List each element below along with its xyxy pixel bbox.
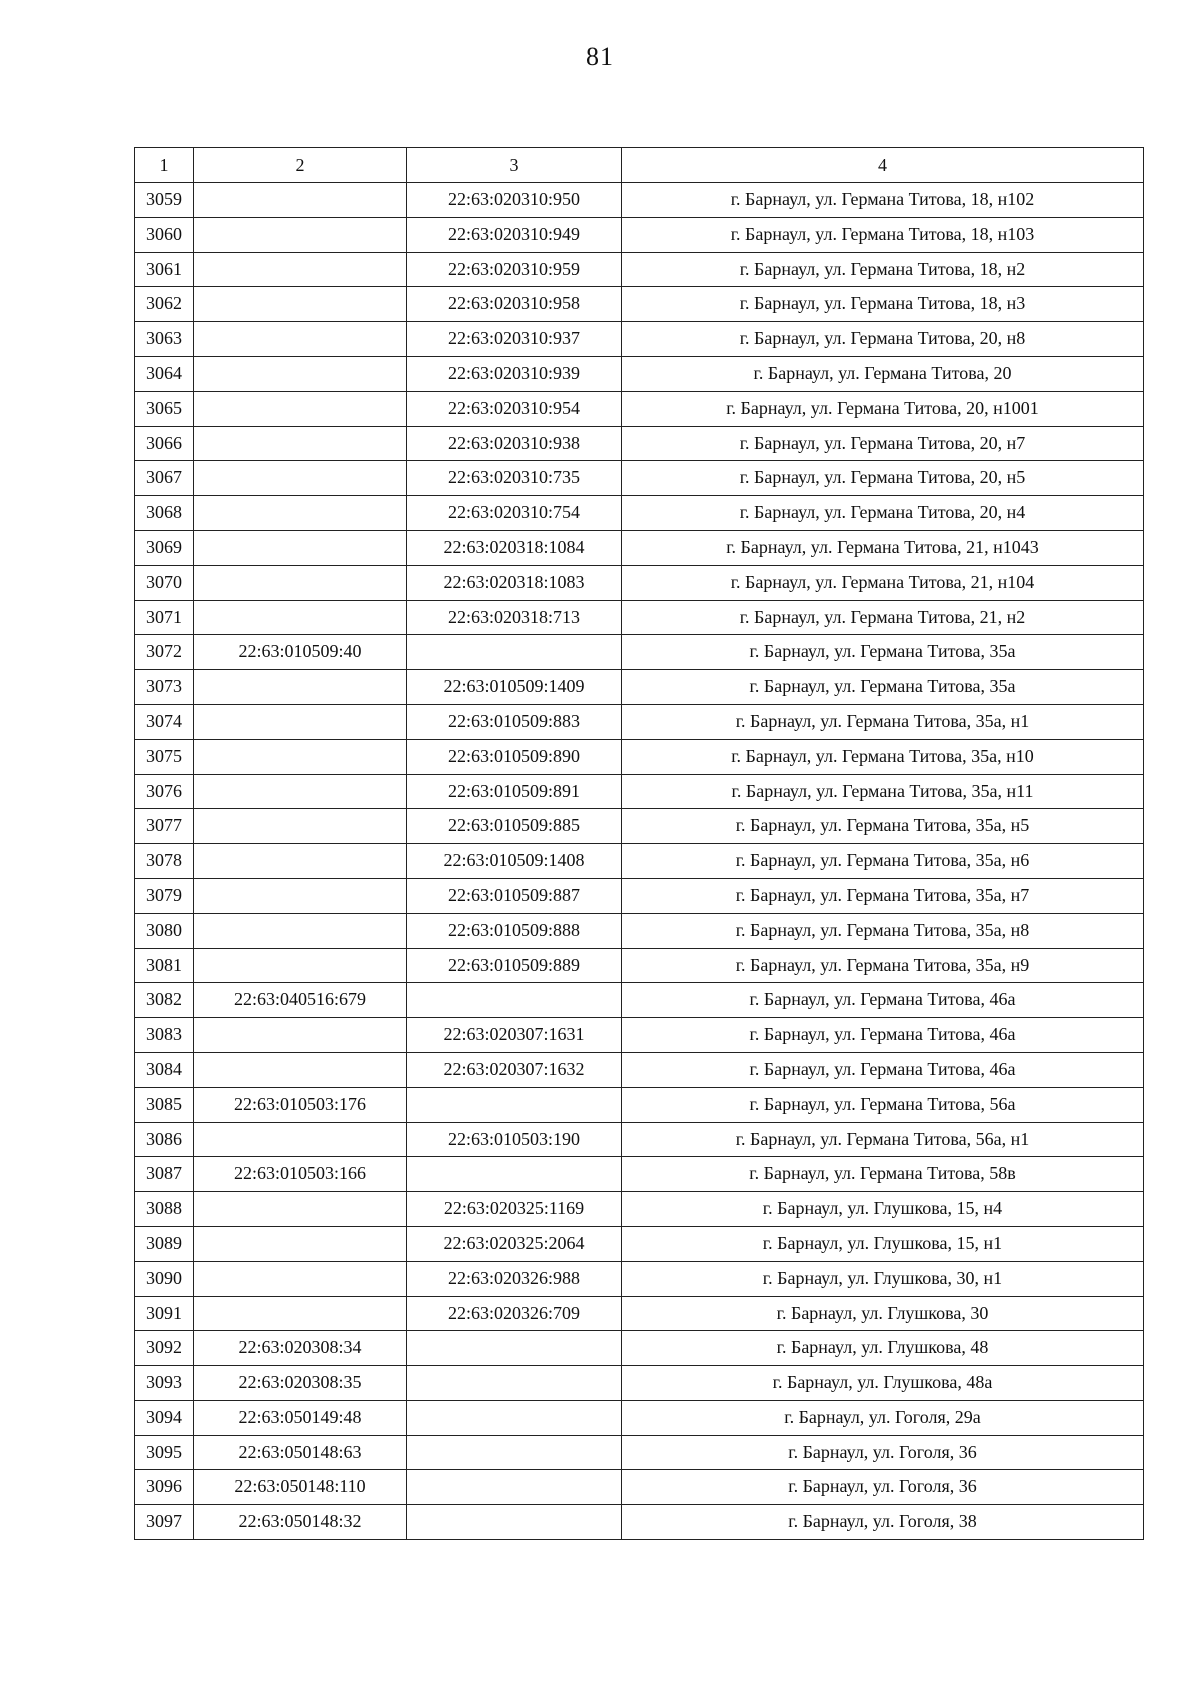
parcel-number-cell	[194, 530, 407, 565]
parcel-number-cell	[194, 496, 407, 531]
address-cell: г. Барнаул, ул. Германа Титова, 21, н2	[622, 600, 1144, 635]
address-cell: г. Барнаул, ул. Германа Титова, 20, н8	[622, 322, 1144, 357]
parcel-number-cell	[194, 183, 407, 218]
row-number-cell: 3062	[135, 287, 194, 322]
parcel-number-cell	[194, 287, 407, 322]
building-number-cell: 22:63:020310:959	[407, 252, 622, 287]
address-cell: г. Барнаул, ул. Глушкова, 48	[622, 1331, 1144, 1366]
row-number-cell: 3081	[135, 948, 194, 983]
table-row	[135, 252, 1144, 287]
row-number-cell: 3059	[135, 183, 194, 218]
building-number-cell: 22:63:010509:1409	[407, 670, 622, 705]
row-number-cell: 3094	[135, 1400, 194, 1435]
table-row	[135, 322, 1144, 357]
address-cell: г. Барнаул, ул. Германа Титова, 20, н7	[622, 426, 1144, 461]
address-cell: г. Барнаул, ул. Германа Титова, 18, н102	[622, 183, 1144, 218]
parcel-number-cell: 22:63:010503:176	[194, 1087, 407, 1122]
table-row	[135, 600, 1144, 635]
building-number-cell: 22:63:020310:735	[407, 461, 622, 496]
table-row	[135, 844, 1144, 879]
building-number-cell: 22:63:020310:954	[407, 391, 622, 426]
parcel-number-cell	[194, 704, 407, 739]
address-cell: г. Барнаул, ул. Германа Титова, 20, н1001	[622, 391, 1144, 426]
building-number-cell	[407, 1435, 622, 1470]
table-row	[135, 670, 1144, 705]
parcel-number-cell: 22:63:050148:63	[194, 1435, 407, 1470]
table-row	[135, 1157, 1144, 1192]
row-number-cell: 3082	[135, 983, 194, 1018]
table-row	[135, 739, 1144, 774]
address-cell: г. Барнаул, ул. Германа Титова, 18, н3	[622, 287, 1144, 322]
parcel-number-cell	[194, 878, 407, 913]
table-row	[135, 1366, 1144, 1401]
table-row	[135, 1261, 1144, 1296]
building-number-cell: 22:63:020310:939	[407, 356, 622, 391]
table-row	[135, 1435, 1144, 1470]
row-number-cell: 3060	[135, 217, 194, 252]
address-cell: г. Барнаул, ул. Германа Титова, 35а, н11	[622, 774, 1144, 809]
building-number-cell: 22:63:020310:754	[407, 496, 622, 531]
address-cell: г. Барнаул, ул. Германа Титова, 35а, н9	[622, 948, 1144, 983]
address-cell: г. Барнаул, ул. Германа Титова, 18, н2	[622, 252, 1144, 287]
table-body	[135, 183, 1144, 1540]
row-number-cell: 3076	[135, 774, 194, 809]
table-row	[135, 391, 1144, 426]
address-cell: г. Барнаул, ул. Германа Титова, 20, н5	[622, 461, 1144, 496]
building-number-cell: 22:63:020325:2064	[407, 1226, 622, 1261]
table-row	[135, 565, 1144, 600]
building-number-cell: 22:63:020310:949	[407, 217, 622, 252]
row-number-cell: 3075	[135, 739, 194, 774]
table-row	[135, 426, 1144, 461]
parcel-number-cell	[194, 1052, 407, 1087]
address-cell: г. Барнаул, ул. Германа Титова, 35а, н1	[622, 704, 1144, 739]
row-number-cell: 3079	[135, 878, 194, 913]
table-row	[135, 183, 1144, 218]
page-number: 81	[586, 42, 614, 71]
row-number-cell: 3095	[135, 1435, 194, 1470]
parcel-number-cell	[194, 739, 407, 774]
table-row	[135, 530, 1144, 565]
building-number-cell: 22:63:010509:1408	[407, 844, 622, 879]
parcel-number-cell	[194, 356, 407, 391]
building-number-cell	[407, 635, 622, 670]
building-number-cell	[407, 1157, 622, 1192]
row-number-cell: 3087	[135, 1157, 194, 1192]
row-number-cell: 3083	[135, 1018, 194, 1053]
address-cell: г. Барнаул, ул. Германа Титова, 35а, н7	[622, 878, 1144, 913]
table-row	[135, 809, 1144, 844]
table-row	[135, 704, 1144, 739]
address-cell: г. Барнаул, ул. Германа Титова, 18, н103	[622, 217, 1144, 252]
column-header-3: 3	[407, 148, 622, 183]
address-cell: г. Барнаул, ул. Германа Титова, 46а	[622, 1018, 1144, 1053]
table-row	[135, 287, 1144, 322]
building-number-cell: 22:63:010509:888	[407, 913, 622, 948]
table-row	[135, 1192, 1144, 1227]
table-row	[135, 1400, 1144, 1435]
row-number-cell: 3096	[135, 1470, 194, 1505]
table-row	[135, 1470, 1144, 1505]
parcel-number-cell	[194, 322, 407, 357]
parcel-number-cell	[194, 1296, 407, 1331]
parcel-number-cell	[194, 844, 407, 879]
table-row	[135, 1226, 1144, 1261]
parcel-number-cell: 22:63:040516:679	[194, 983, 407, 1018]
building-number-cell	[407, 1400, 622, 1435]
table-row	[135, 983, 1144, 1018]
parcel-number-cell	[194, 1192, 407, 1227]
parcel-number-cell	[194, 809, 407, 844]
parcel-number-cell: 22:63:050148:110	[194, 1470, 407, 1505]
building-number-cell: 22:63:020325:1169	[407, 1192, 622, 1227]
row-number-cell: 3071	[135, 600, 194, 635]
row-number-cell: 3097	[135, 1505, 194, 1540]
address-cell: г. Барнаул, ул. Германа Титова, 21, н1043	[622, 530, 1144, 565]
address-cell: г. Барнаул, ул. Германа Титова, 35а	[622, 635, 1144, 670]
parcel-number-cell	[194, 391, 407, 426]
building-number-cell: 22:63:020310:958	[407, 287, 622, 322]
table-row	[135, 1331, 1144, 1366]
address-cell: г. Барнаул, ул. Германа Титова, 46а	[622, 983, 1144, 1018]
address-cell: г. Барнаул, ул. Германа Титова, 20, н4	[622, 496, 1144, 531]
parcel-number-cell	[194, 217, 407, 252]
parcel-number-cell	[194, 461, 407, 496]
building-number-cell: 22:63:020310:950	[407, 183, 622, 218]
parcel-number-cell: 22:63:050149:48	[194, 1400, 407, 1435]
parcel-number-cell	[194, 913, 407, 948]
row-number-cell: 3065	[135, 391, 194, 426]
building-number-cell: 22:63:020318:713	[407, 600, 622, 635]
building-number-cell: 22:63:010509:887	[407, 878, 622, 913]
building-number-cell	[407, 983, 622, 1018]
row-number-cell: 3067	[135, 461, 194, 496]
parcel-number-cell	[194, 1261, 407, 1296]
building-number-cell: 22:63:010509:885	[407, 809, 622, 844]
parcel-number-cell: 22:63:050148:32	[194, 1505, 407, 1540]
table-row	[135, 774, 1144, 809]
row-number-cell: 3074	[135, 704, 194, 739]
building-number-cell	[407, 1505, 622, 1540]
address-cell: г. Барнаул, ул. Гоголя, 36	[622, 1435, 1144, 1470]
address-cell: г. Барнаул, ул. Германа Титова, 35а, н8	[622, 913, 1144, 948]
parcel-number-cell: 22:63:010503:166	[194, 1157, 407, 1192]
row-number-cell: 3061	[135, 252, 194, 287]
building-number-cell: 22:63:020326:709	[407, 1296, 622, 1331]
table-row	[135, 1052, 1144, 1087]
parcel-number-cell	[194, 565, 407, 600]
table-row	[135, 217, 1144, 252]
table-row	[135, 878, 1144, 913]
building-number-cell: 22:63:010509:883	[407, 704, 622, 739]
row-number-cell: 3093	[135, 1366, 194, 1401]
parcel-number-cell	[194, 1018, 407, 1053]
address-cell: г. Барнаул, ул. Германа Титова, 56а, н1	[622, 1122, 1144, 1157]
row-number-cell: 3090	[135, 1261, 194, 1296]
row-number-cell: 3073	[135, 670, 194, 705]
table-row	[135, 1018, 1144, 1053]
address-cell: г. Барнаул, ул. Глушкова, 15, н1	[622, 1226, 1144, 1261]
address-cell: г. Барнаул, ул. Германа Титова, 21, н104	[622, 565, 1144, 600]
row-number-cell: 3089	[135, 1226, 194, 1261]
table-row	[135, 948, 1144, 983]
building-number-cell: 22:63:020318:1083	[407, 565, 622, 600]
row-number-cell: 3080	[135, 913, 194, 948]
parcel-number-cell	[194, 600, 407, 635]
building-number-cell: 22:63:020307:1631	[407, 1018, 622, 1053]
address-cell: г. Барнаул, ул. Гоголя, 29а	[622, 1400, 1144, 1435]
address-cell: г. Барнаул, ул. Гоголя, 36	[622, 1470, 1144, 1505]
building-number-cell: 22:63:010503:190	[407, 1122, 622, 1157]
address-cell: г. Барнаул, ул. Германа Титова, 35а	[622, 670, 1144, 705]
address-cell: г. Барнаул, ул. Глушкова, 30	[622, 1296, 1144, 1331]
address-cell: г. Барнаул, ул. Германа Титова, 46а	[622, 1052, 1144, 1087]
building-number-cell: 22:63:020310:937	[407, 322, 622, 357]
address-cell: г. Барнаул, ул. Глушкова, 30, н1	[622, 1261, 1144, 1296]
table-row	[135, 356, 1144, 391]
row-number-cell: 3085	[135, 1087, 194, 1122]
parcel-number-cell	[194, 1122, 407, 1157]
building-number-cell	[407, 1331, 622, 1366]
building-number-cell: 22:63:020307:1632	[407, 1052, 622, 1087]
row-number-cell: 3078	[135, 844, 194, 879]
building-number-cell: 22:63:010509:889	[407, 948, 622, 983]
building-number-cell: 22:63:010509:891	[407, 774, 622, 809]
building-number-cell: 22:63:020326:988	[407, 1261, 622, 1296]
row-number-cell: 3086	[135, 1122, 194, 1157]
address-cell: г. Барнаул, ул. Германа Титова, 35а, н6	[622, 844, 1144, 879]
row-number-cell: 3068	[135, 496, 194, 531]
table-row	[135, 461, 1144, 496]
row-number-cell: 3066	[135, 426, 194, 461]
building-number-cell	[407, 1087, 622, 1122]
building-number-cell: 22:63:010509:890	[407, 739, 622, 774]
row-number-cell: 3070	[135, 565, 194, 600]
parcel-number-cell: 22:63:020308:34	[194, 1331, 407, 1366]
address-cell: г. Барнаул, ул. Глушкова, 48а	[622, 1366, 1144, 1401]
address-cell: г. Барнаул, ул. Германа Титова, 35а, н5	[622, 809, 1144, 844]
column-header-4: 4	[622, 148, 1144, 183]
parcel-number-cell: 22:63:020308:35	[194, 1366, 407, 1401]
column-header-1: 1	[135, 148, 194, 183]
address-cell: г. Барнаул, ул. Германа Титова, 58в	[622, 1157, 1144, 1192]
parcel-number-cell	[194, 670, 407, 705]
table-row	[135, 1505, 1144, 1540]
table-row	[135, 1122, 1144, 1157]
row-number-cell: 3077	[135, 809, 194, 844]
address-cell: г. Барнаул, ул. Германа Титова, 35а, н10	[622, 739, 1144, 774]
parcel-number-cell	[194, 774, 407, 809]
parcel-number-cell	[194, 1226, 407, 1261]
building-number-cell: 22:63:020318:1084	[407, 530, 622, 565]
parcel-number-cell	[194, 252, 407, 287]
header-row	[135, 148, 1144, 183]
row-number-cell: 3084	[135, 1052, 194, 1087]
address-cell: г. Барнаул, ул. Германа Титова, 56а	[622, 1087, 1144, 1122]
parcel-number-cell	[194, 948, 407, 983]
address-cell: г. Барнаул, ул. Гоголя, 38	[622, 1505, 1144, 1540]
parcel-number-cell	[194, 426, 407, 461]
table-row	[135, 496, 1144, 531]
data-table	[134, 147, 1144, 1540]
table-row	[135, 1296, 1144, 1331]
row-number-cell: 3072	[135, 635, 194, 670]
table-row	[135, 635, 1144, 670]
column-header-2: 2	[194, 148, 407, 183]
row-number-cell: 3064	[135, 356, 194, 391]
building-number-cell: 22:63:020310:938	[407, 426, 622, 461]
table-row	[135, 913, 1144, 948]
row-number-cell: 3091	[135, 1296, 194, 1331]
building-number-cell	[407, 1470, 622, 1505]
table-row	[135, 1087, 1144, 1122]
building-number-cell	[407, 1366, 622, 1401]
address-cell: г. Барнаул, ул. Германа Титова, 20	[622, 356, 1144, 391]
row-number-cell: 3063	[135, 322, 194, 357]
parcel-number-cell: 22:63:010509:40	[194, 635, 407, 670]
row-number-cell: 3069	[135, 530, 194, 565]
row-number-cell: 3088	[135, 1192, 194, 1227]
address-cell: г. Барнаул, ул. Глушкова, 15, н4	[622, 1192, 1144, 1227]
table-header	[135, 148, 1144, 183]
row-number-cell: 3092	[135, 1331, 194, 1366]
